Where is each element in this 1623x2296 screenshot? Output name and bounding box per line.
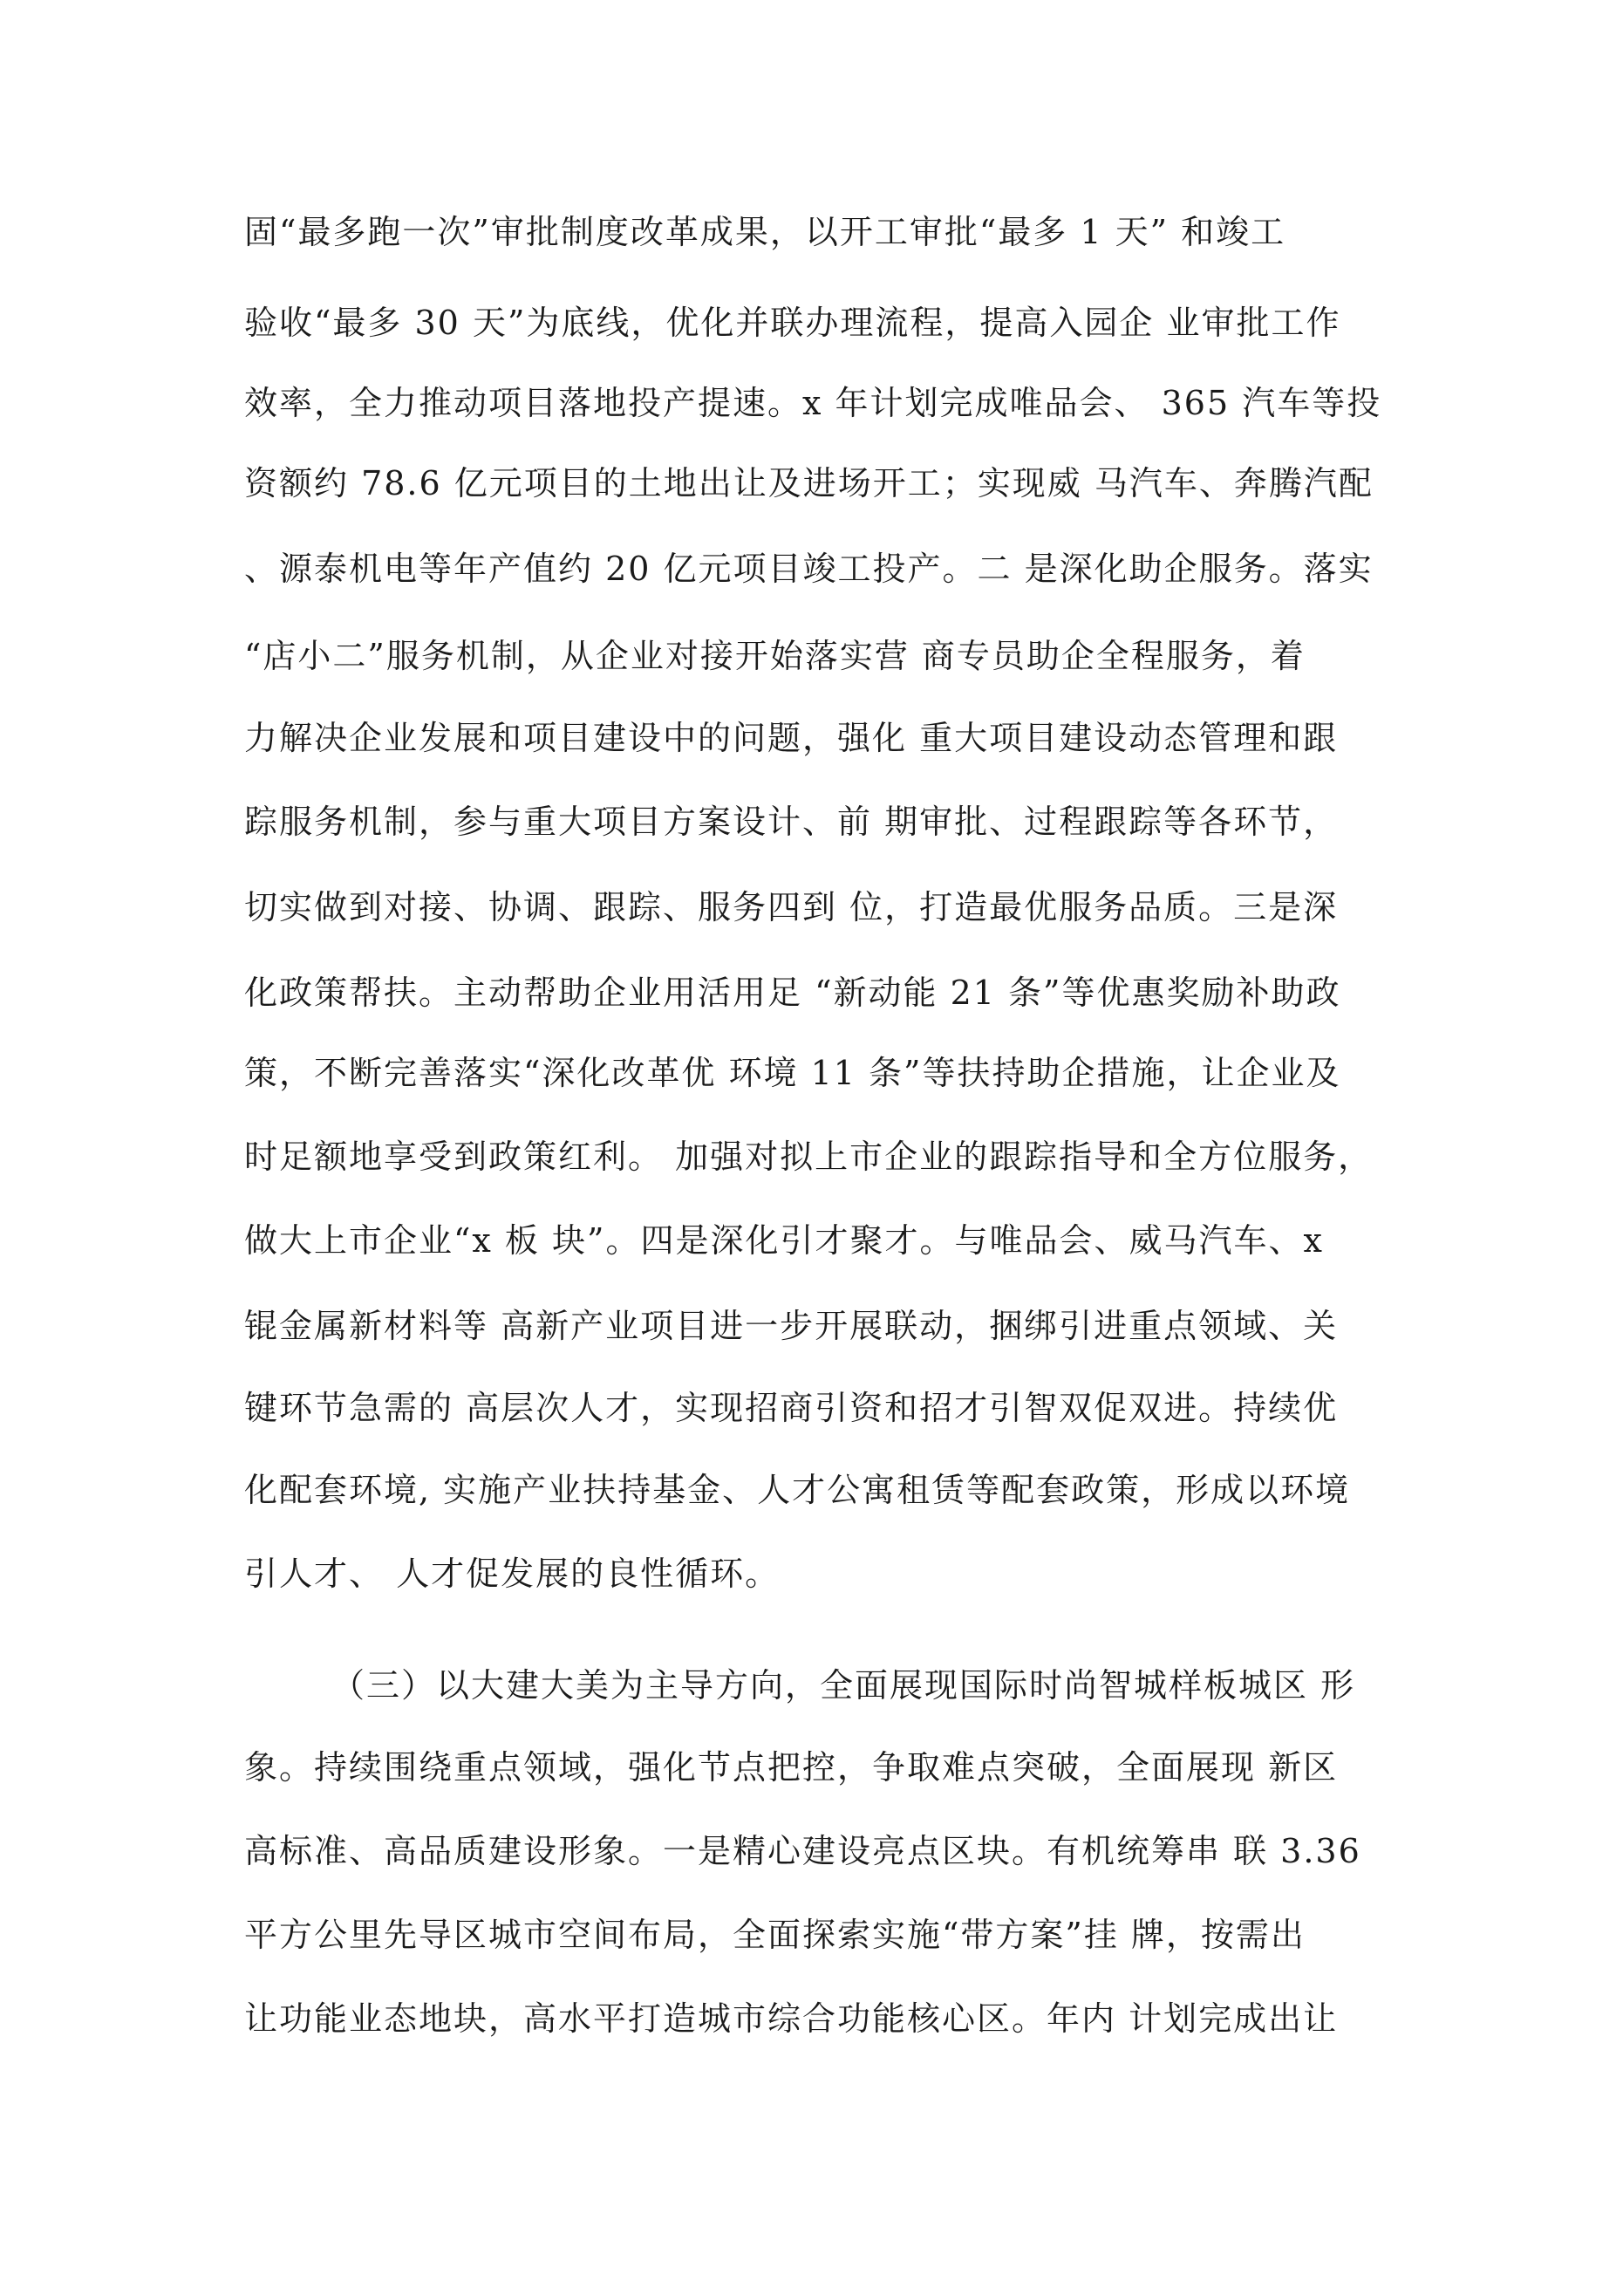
paragraph-1-line-9: 切实做到对接、协调、跟踪、服务四到 位，打造最优服务品质。三是深 <box>244 888 1339 926</box>
paragraph-1-line-15: 键环节急需的 高层次人才，实现招商引资和招才引智双促双进。持续优 <box>244 1389 1339 1427</box>
paragraph-1-line-13: 做大上市企业“x 板 块”。四是深化引才聚才。与唯品会、威马汽车、x <box>244 1221 1324 1260</box>
paragraph-1-line-14: 锟金属新材料等 高新产业项目进一步开展联动，捆绑引进重点领域、关 <box>244 1307 1339 1345</box>
paragraph-1-line-17: 引人才、 人才促发展的良性循环。 <box>244 1555 781 1593</box>
paragraph-1-line-7: 力解决企业发展和项目建设中的问题，强化 重大项目建设动态管理和跟 <box>244 719 1339 757</box>
paragraph-1-line-10: 化政策帮扶。主动帮助企业用活用足 “新动能 21 条”等优惠奖励补助政 <box>244 974 1341 1012</box>
paragraph-1-line-1: 固“最多跑一次”审批制度改革成果，以开工审批“最多 1 天” 和竣工 <box>244 213 1286 251</box>
paragraph-1-line-11: 策，不断完善落实“深化改革优 环境 11 条”等扶持助企措施，让企业及 <box>244 1054 1341 1092</box>
paragraph-1-line-8: 踪服务机制，参与重大项目方案设计、前 期审批、过程跟踪等各环节， <box>244 803 1339 841</box>
paragraph-1-line-4: 资额约 78.6 亿元项目的土地出让及进场开工；实现威 马汽车、奔腾汽配 <box>244 464 1374 502</box>
paragraph-2-line-3: 高标准、高品质建设形象。一是精心建设亮点区块。有机统筹串 联 3.36 <box>244 1832 1361 1870</box>
paragraph-2-line-5: 让功能业态地块，高水平打造城市综合功能核心区。年内 计划完成出让 <box>244 1999 1339 2038</box>
paragraph-1-line-6: “店小二”服务机制，从企业对接开始落实营 商专员助企全程服务，着 <box>244 637 1306 675</box>
paragraph-2-line-4: 平方公里先导区城市空间布局，全面探索实施“带方案”挂 牌，按需出 <box>244 1916 1306 1954</box>
paragraph-2-line-2: 象。持续围绕重点领域，强化节点把控，争取难点突破，全面展现 新区 <box>244 1748 1339 1787</box>
paragraph-1-line-12: 时足额地享受到政策红利。 加强对拟上市企业的跟踪指导和全方位服务， <box>244 1138 1374 1176</box>
paragraph-1-line-16: 化配套环境, 实施产业扶持基金、人才公寓租赁等配套政策，形成以环境 <box>244 1471 1351 1509</box>
paragraph-1-line-5: 、源泰机电等年产值约 20 亿元项目竣工投产。二 是深化助企服务。落实 <box>244 550 1374 588</box>
paragraph-1-line-2: 验收“最多 30 天”为底线，优化并联办理流程，提高入园企 业审批工作 <box>244 304 1341 342</box>
paragraph-1-line-3: 效率，全力推动项目落地投产提速。x 年计划完成唯品会、 365 汽车等投 <box>244 384 1382 422</box>
paragraph-2-line-1: （三）以大建大美为主导方向，全面展现国际时尚智城样板城区 形 <box>331 1666 1356 1705</box>
